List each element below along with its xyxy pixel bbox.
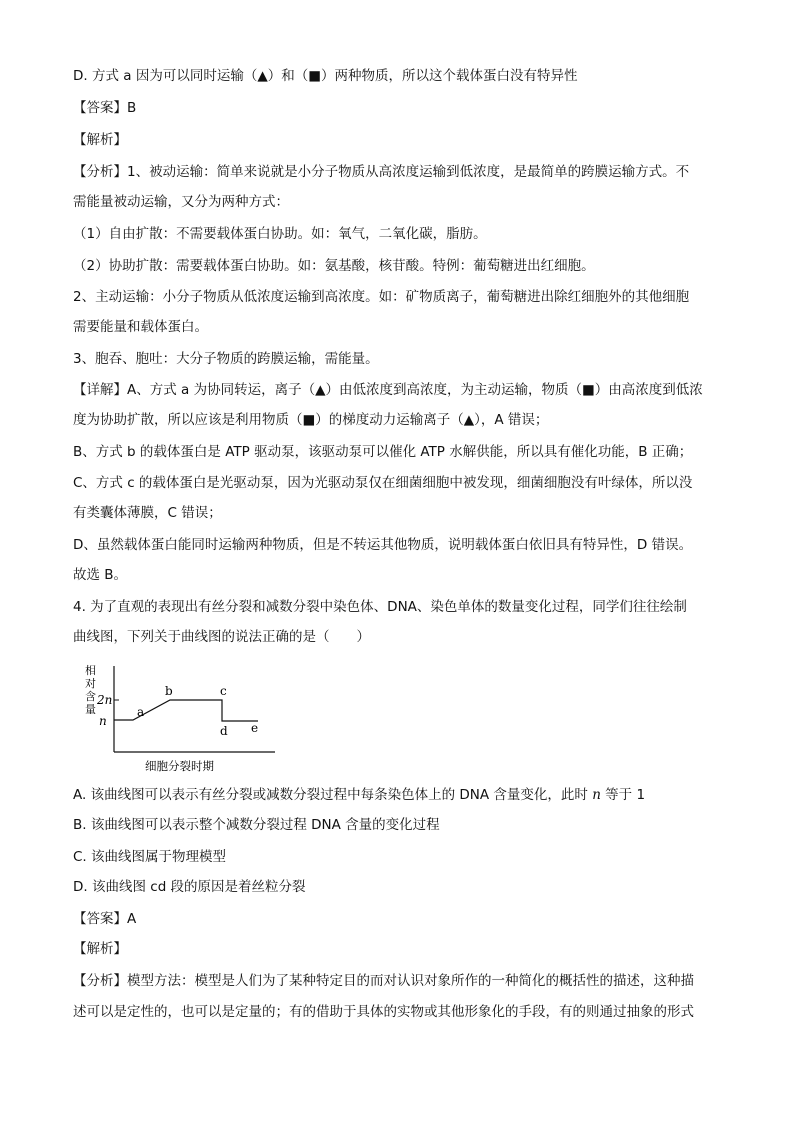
option-a-variable: n: [592, 787, 601, 803]
option-a-tail: 等于 1: [600, 787, 646, 803]
text-line: C、方式 c 的载体蛋白是光驱动泵，因为光驱动泵仅在细菌细胞中被发现，细菌细胞没有叶绿体，所以没: [73, 475, 693, 491]
answer-label: 【答案】A: [73, 911, 137, 927]
content-curve-figure: [75, 660, 285, 772]
text-line: 【分析】模型方法：模型是人们为了某种特定目的而对认识对象所作的一种简化的概括性的描述，这种描: [73, 973, 694, 989]
text-line: 述可以是定性的，也可以是定量的；有的借助于具体的实物或其他形象化的手段，有的则通过抽象的形式: [73, 1004, 694, 1020]
text-line: 3、胞吞、胞吐：大分子物质的跨膜运输，需能量。: [73, 351, 379, 367]
y-tick-2n: 2n: [97, 693, 113, 707]
option-c: C. 该曲线图属于物理模型: [73, 849, 227, 865]
y-tick-n: n: [99, 714, 107, 728]
text-line: D、虽然载体蛋白能同时运输两种物质，但是不转运其他物质，说明载体蛋白依旧具有特异性，D 错误。: [73, 537, 693, 553]
question-4-text: 曲线图，下列关于曲线图的说法正确的是（ ）: [73, 629, 370, 645]
option-a-text: A. 该曲线图可以表示有丝分裂或减数分裂过程中每条染色体上的 DNA 含量变化，此时: [73, 787, 593, 803]
point-label-b: b: [165, 684, 173, 698]
y-axis-label-char: 相: [85, 664, 96, 677]
x-axis-label: 细胞分裂时期: [145, 759, 214, 772]
text-line: 【分析】1、被动运输：简单来说就是小分子物质从高浓度运输到低浓度，是最简单的跨膜运输方式。不: [73, 164, 690, 180]
text-line: 需要能量和载体蛋白。: [73, 319, 208, 335]
text-line: （1）自由扩散：不需要载体蛋白协助。如：氧气，二氧化碳，脂肪。: [73, 226, 487, 242]
text-line: 度为协助扩散，所以应该是利用物质（■）的梯度动力运输离子（▲），A 错误；: [73, 412, 549, 428]
y-axis-label-char: 量: [85, 703, 96, 716]
answer-label: 【答案】B: [73, 100, 137, 116]
analysis-label: 【解析】: [73, 941, 127, 957]
option-d: D. 该曲线图 cd 段的原因是着丝粒分裂: [73, 879, 306, 895]
y-axis-label: [85, 663, 100, 716]
option-d-line: D. 方式 a 因为可以同时运输（▲）和（■）两种物质，所以这个载体蛋白没有特异性: [73, 68, 578, 84]
point-label-c: c: [220, 684, 227, 698]
analysis-label: 【解析】: [73, 132, 127, 148]
text-line: 需能量被动运输，又分为两种方式：: [73, 194, 289, 210]
y-axis-label-char: 对: [85, 677, 96, 690]
point-label-a: a: [137, 705, 145, 719]
text-line: B、方式 b 的载体蛋白是 ATP 驱动泵，该驱动泵可以催化 ATP 水解供能，所以具有催化功能，B 正确；: [73, 444, 693, 460]
text-line: 故选 B。: [73, 567, 128, 583]
content-curve: [114, 700, 258, 721]
y-axis-label-char: 含: [85, 690, 96, 703]
text-line: （2）协助扩散：需要载体蛋白协助。如：氨基酸，核苷酸。特例：葡萄糖进出红细胞。: [73, 258, 595, 274]
option-b: B. 该曲线图可以表示整个减数分裂过程 DNA 含量的变化过程: [73, 817, 440, 833]
text-line: 有类囊体薄膜，C 错误；: [73, 505, 222, 521]
question-4-text: 4. 为了直观的表现出有丝分裂和减数分裂中染色体、DNA、染色单体的数量变化过程，同学们往往绘制: [73, 599, 687, 615]
text-line: 【详解】A、方式 a 为协同转运，离子（▲）由低浓度到高浓度，为主动运输，物质（■）由高浓度到低浓: [73, 382, 703, 398]
text-line: 2、主动运输：小分子物质从低浓度运输到高浓度。如：矿物质离子，葡萄糖进出除红细胞外的其他细胞: [73, 289, 690, 305]
point-label-e: e: [251, 721, 259, 735]
option-a: [73, 785, 733, 805]
point-label-d: d: [220, 724, 228, 738]
